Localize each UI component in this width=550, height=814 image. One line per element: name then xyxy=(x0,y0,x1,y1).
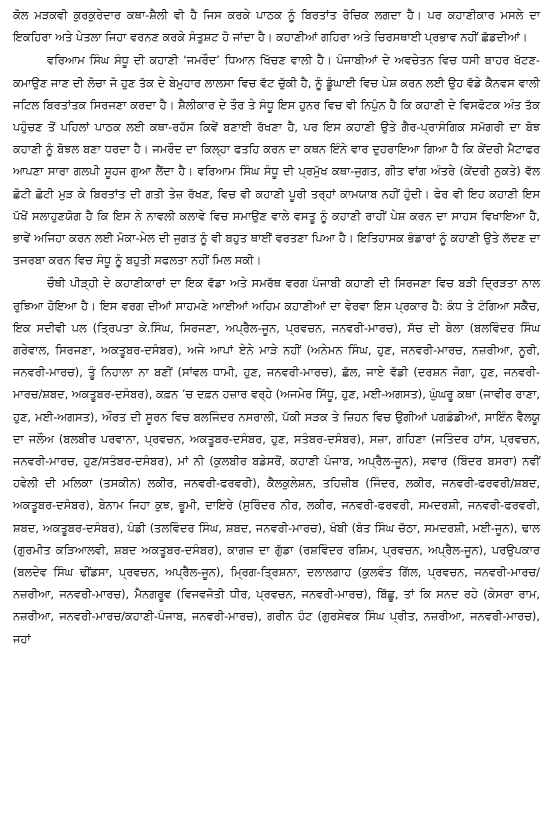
paragraph-fourth-generation-stories: ਚੌਥੀ ਪੀੜ੍ਹੀ ਦੇ ਕਹਾਣੀਕਾਰਾਂ ਦਾ ਇਕ ਵੱਡਾ ਅਤੇ ਸਮਰੱਥ ਵਰਗ ਪੰਜਾਬੀ ਕਹਾਣੀ ਦੀ ਸਿਰਜਣਾ ਵਿਚ ਬੜੀ ਦ੍ਰਿੜਤਾ ਨਾਲ ਰੁਝਿਆ ਹੋਇਆ ਹੈ। ਇਸ ਵਰਗ ਦੀਆਂ ਸਾਹਮਣੇ ਆਈਆਂ ਅਹਿਮ ਕਹਾਣੀਆਂ ਦਾ ਵੇਰਵਾ ਇਸ ਪ੍ਰਕਾਰ ਹੈ: ਕੰਧ ਤੇ ਟੰਗਿਆ ਸਕੈੱਚ, ਇਕ ਸਦੀਵੀ ਪਲ (ਤ੍ਰਿਪਤਾ ਕੇ.ਸਿੰਘ, ਸਿਰਜਣਾ, ਅਪ੍ਰੈਲ-ਜੂਨ, ਪ੍ਰਵਚਨ, ਜਨਵਰੀ-ਮਾਰਚ), ਸੱਚ ਦੀ ਬੇਲਾ (ਬਲਵਿੰਦਰ ਸਿੰਘ ਗਰੇਵਾਲ, ਸਿਰਜਣਾ, ਅਕਤੂਬਰ-ਦਸੰਬਰ), ਅਜੇ ਆਪਾਂ ਏਨੇ ਮਾੜੇ ਨਹੀਂ (ਅਨੇਮਨ ਸਿੰਘ, ਹੁਣ, ਜਨਵਰੀ-ਮਾਰਚ, ਨਜ਼ਰੀਆ, ਨੂਰੀ, ਜਨਵਰੀ-ਮਾਰਚ), ਤੂੰ ਨਿਹਾਲਾ ਨਾ ਬਣੀਂ (ਸਾਂਵਲ ਧਾਮੀ, ਹੁਣ, ਜਨਵਰੀ-ਮਾਰਚ), ਛੱਲ, ਜਾਏ ਵੱਡੀ (ਦਰਸ਼ਨ ਜੋਗਾ, ਹੁਣ, ਜਨਵਰੀ-ਮਾਰਚ/ਸ਼ਬਦ, ਅਕਤੂਬਰ-ਦਸੰਬਰ), ਕਫ਼ਨ ’ਚ ਦਫ਼ਨ ਹਜ਼ਾਰ ਵਰ੍ਹੇ (ਅਜਮੇਰ ਸਿੱਧੂ, ਹੁਣ, ਮਈ-ਅਗਸਤ), ਘੁੰਘਰੂ ਕਥਾ (ਜਾਵੀਰ ਰਾਣਾ, ਹੁਣ, ਮਈ-ਅਗਸਤ), ਔਰਤ ਦੀ ਸੂਰਨ ਵਿਚ ਬਲਜਿੰਦਰ ਨਸਰਾਲੀ, ਪੱਕੀ ਸੜਕ ਤੇ ਜ਼ਿਹਨ ਵਿਚ ਉਗੀਆਂ ਪਗਡੰਡੀਆਂ, ਸਾਇੰਨ ਵੈਲਯੂ ਦਾ ਜਲੌਅ (ਬਲਬੀਰ ਪਰਵਾਨਾ, ਪ੍ਰਵਚਨ, ਅਕਤੂਬਰ-ਦਸੰਬਰ, ਹੁਣ, ਸਤੰਬਰ-ਦਸੰਬਰ), ਸਜ਼ਾ, ਗਹਿਣਾ (ਜਤਿੰਦਰ ਹਾਂਸ, ਪ੍ਰਵਚਨ, ਜਨਵਰੀ-ਮਾਰਚ, ਹੁਣ/ਸਤੰਬਰ-ਦਸੰਬਰ), ਮਾਂ ਨੀ (ਕੁਲਬੀਰ ਬਡੇਸਰੋਂ, ਕਹਾਣੀ ਪੰਜਾਬ, ਅਪ੍ਰੈਲ-ਜੂਨ), ਸਵਾਰ (ਬਿੰਦਰ ਬਸਰਾ) ਨਵੀਂ ਹਵੇਲੀ ਦੀ ਮਲਿਕਾ (ਤਸਕੀਨ) ਲਕੀਰ, ਜਨਵਰੀ-ਫਰਵਰੀ), ਕੈਲਕੁਲੇਸ਼ਨ, ਤਹਿਜ਼ੀਬ (ਜਿੰਦਰ, ਲਕੀਰ, ਜਨਵਰੀ-ਫਰਵਰੀ/ਸ਼ਬਦ, ਅਕਤੂਬਰ-ਦਸੰਬਰ), ਬੇਨਾਮ ਜਿਹਾ ਕੁਝ, ਭੂਮੀ, ਦਾਇਰੇ (ਸੁਰਿੰਦਰ ਨੀਰ, ਲਕੀਰ, ਜਨਵਰੀ-ਫਰਵਰੀ, ਸਮਦਰਸ਼ੀ, ਜਨਵਰੀ-ਫਰਵਰੀ, ਸ਼ਬਦ, ਅਕਤੂਬਰ-ਦਸੰਬਰ), ਪੰਡੀ (ਤਲਵਿੰਦਰ ਸਿੰਘ, ਸ਼ਬਦ, ਜਨਵਰੀ-ਮਾਰਚ), ਖੰਬੀ (ਬੰਤ ਸਿੰਘ ਚੱਠਾ, ਸਮਦਰਸ਼ੀ, ਮਈ-ਜੂਨ), ਢਾਲ (ਗੁਰਮੀਤ ਕੜਿਆਲਵੀ, ਸ਼ਬਦ ਅਕਤੂਬਰ-ਦਸੰਬਰ), ਕਾਗਜ਼ ਦਾ ਗੁੱਡਾ (ਰਸ਼ਵਿੰਦਰ ਰਸ਼ਿਮ, ਪ੍ਰਵਚਨ, ਅਪ੍ਰੈਲ-ਜੂਨ), ਪਰਉਪਕਾਰ (ਬਲਦੇਵ ਸਿੰਘ ਢੀਂਡਸਾ, ਪ੍ਰਵਚਨ, ਅਪ੍ਰੈਲ-ਜੂਨ), ਮ੍ਰਿਗ-ਤ੍ਰਿਸ਼ਨਾ, ਦਲਾਲਗਾਹ (ਕੁਲਵੰਤ ਗਿੱਲ, ਪ੍ਰਵਚਨ, ਜਨਵਰੀ-ਮਾਰਚ/ਨਜ਼ਰੀਆ, ਜਨਵਰੀ-ਮਾਰਚ), ਮੈਨਗਰੂਵ (ਵਿਜਵਜੋਤੀ ਧੀਰ, ਪ੍ਰਵਚਨ, ਜਨਵਰੀ-ਮਾਰਚ), ਬਿੱਛੂ, ਤਾਂ ਕਿ ਸਨਦ ਰਹੇ (ਕੇਸਰਾ ਰਾਮ, ਨਜ਼ਰੀਆ, ਜਨਵਰੀ-ਮਾਰਚ/ਕਹਾਣੀ-ਪੰਜਾਬ, ਜਨਵਰੀ-ਮਾਰਚ), ਗਰੀਨ ਹੰਟ (ਗੁਰਸੇਵਕ ਸਿੰਘ ਪ੍ਰੀਤ, ਨਜ਼ਰੀਆ, ਜਨਵਰੀ-ਮਾਰਚ), ਜਹਾਂ xyxy=(13,276,540,646)
paragraph-intro-conclusion: ਕੋਲ ਮੜਕਵੀ ਕੁਰਕੁਰੇਦਾਰ ਕਥਾ-ਸ਼ੈਲੀ ਵੀ ਹੈ ਜਿਸ ਕਰਕੇ ਪਾਠਕ ਨੂੰ ਬਿਰਤਾਂਤ ਰੋਚਿਕ ਲਗਦਾ ਹੈ। ਪਰ ਕਹਾਣੀਕਾਰ ਮਸਲੇ ਦਾ ਇਕਹਿਰਾ ਅਤੇ ਪੇਤਲਾ ਜਿਹਾ ਵਰਨਣ ਕਰਕੇ ਸੰਤੁਸ਼ਟ ਹੋ ਜਾਂਦਾ ਹੈ। ਕਹਾਣੀਆਂ ਗਹਿਰਾ ਅਤੇ ਚਿਰਸਥਾਈ ਪ੍ਰਭਾਵ ਨਹੀਂ ਛੱਡਦੀਆਂ। xyxy=(13,8,540,45)
paragraph-jamraud-review: ਵਰਿਆਮ ਸਿੰਘ ਸੰਧੂ ਦੀ ਕਹਾਣੀ ‘ਜਮਰੌਦ’ ਧਿਆਨ ਖਿੱਚਣ ਵਾਲੀ ਹੈ। ਪੰਜਾਬੀਆਂ ਦੇ ਅਵਚੇਤਨ ਵਿਚ ਧਸੀ ਬਾਹਰ ਖੱਟਣ-ਕਮਾਉਣ ਜਾਣ ਦੀ ਲੋਚਾ ਜੋ ਹੁਣ ਤੱਕ ਦੇ ਬੇਮੁਹਾਰ ਲਾਲਸਾ ਵਿਚ ਵੱਟ ਚੁੱਕੀ ਹੈ, ਨੂੰ ਡੂੰਘਾਈ ਵਿਚ ਪੇਸ਼ ਕਰਨ ਲਈ ਉਹ ਵੱਡੇ ਕੈਨਵਸ ਵਾਲੀ ਜਟਿਲ ਬਿਰਤਾਂਤਕ ਸਿਰਜਣਾ ਕਰਦਾ ਹੈ। ਸ਼ੈਲੀਕਾਰ ਦੇ ਤੌਰ ਤੇ ਸੰਧੂ ਇਸ ਹੁਨਰ ਵਿਚ ਵੀ ਨਿਪੁੰਨ ਹੈ ਕਿ ਕਹਾਣੀ ਦੇ ਵਿਸਫੋਟਕ ਅੰਤ ਤੱਕ ਪਹੁੰਚਣ ਤੋਂ ਪਹਿਲਾਂ ਪਾਠਕ ਲਈ ਕਥਾ-ਰਹੱਸ ਕਿਵੇਂ ਬਣਾਈ ਰੱਖਣਾ ਹੈ, ਪਰ ਇਸ ਕਹਾਣੀ ਉਤੇ ਗੈਰ-ਪ੍ਰਾਸੰਗਿਕ ਸਮੱਗਰੀ ਦਾ ਬੋਝ ਕਹਾਣੀ ਨੂੰ ਬੋਝਲ ਬਣਾ ਧਰਦਾ ਹੈ। ਜਮਰੌਦ ਦਾ ਕਿਲ੍ਹਾ ਫਤਹਿ ਕਰਨ ਦਾ ਕਥਨ ਇੰਨੇ ਵਾਰ ਦੁਹਰਾਇਆ ਗਿਆ ਹੈ ਕਿ ਕੇਂਦਰੀ ਮੈਟਾਫਰ ਆਪਣਾ ਸਾਰਾ ਗਲਪੀ ਸੂਹਜ ਗੁਆ ਲੈਂਦਾ ਹੈ। ਵਰਿਆਮ ਸਿੰਘ ਸੰਧੂ ਦੀ ਪ੍ਰਮੁੱਖ ਕਥਾ-ਜੁਗਤ, ਗੀਤ ਵਾਂਗ ਅੰਤਰੇ (ਕੇਂਦਰੀ ਨੁਕਤੇ) ਵੱਲ ਛੋਟੀ ਛੋਟੀ ਮੁੜ ਕੇ ਬਿਰਤਾਂਤ ਦੀ ਗਤੀ ਤੇਜ਼ ਰੱਖਣ, ਵਿਚ ਵੀ ਕਹਾਣੀ ਪੂਰੀ ਤਰ੍ਹਾਂ ਕਾਮਯਾਬ ਨਹੀਂ ਹੁੰਦੀ। ਫੇਰ ਵੀ ਇਹ ਕਹਾਣੀ ਇਸ ਪੱਖੋਂ ਸਲਾਹੁਣਯੋਗ ਹੈ ਕਿ ਇਸ ਨੇ ਨਾਵਲੀ ਕਲਾਵੇ ਵਿਚ ਸਮਾਉਣ ਵਾਲੇ ਵਸਤੂ ਨੂੰ ਕਹਾਣੀ ਰਾਹੀਂ ਪੇਸ਼ ਕਰਨ ਦਾ ਸਾਹਸ ਵਿਖਾਇਆ ਹੈ, ਭਾਵੇਂ ਅਜਿਹਾ ਕਰਨ ਲਈ ਮੋਕਾ-ਮੇਲ ਦੀ ਜੁਗਤ ਨੂੰ ਵੀ ਬਹੁਤ ਥਾਈਂ ਵਰਤਣਾ ਪਿਆ ਹੈ। ਇਤਿਹਾਸਕ ਭੰਡਾਰਾਂ ਨੂੰ ਕਹਾਣੀ ਉਤੇ ਲੱਦਣ ਦਾ ਤਜਰਬਾ ਕਰਨ ਵਿਚ ਸੰਧੂ ਨੂੰ ਬਹੁਤੀ ਸਫਲਤਾ ਨਹੀਂ ਮਿਲ ਸਕੀ। xyxy=(13,53,540,268)
